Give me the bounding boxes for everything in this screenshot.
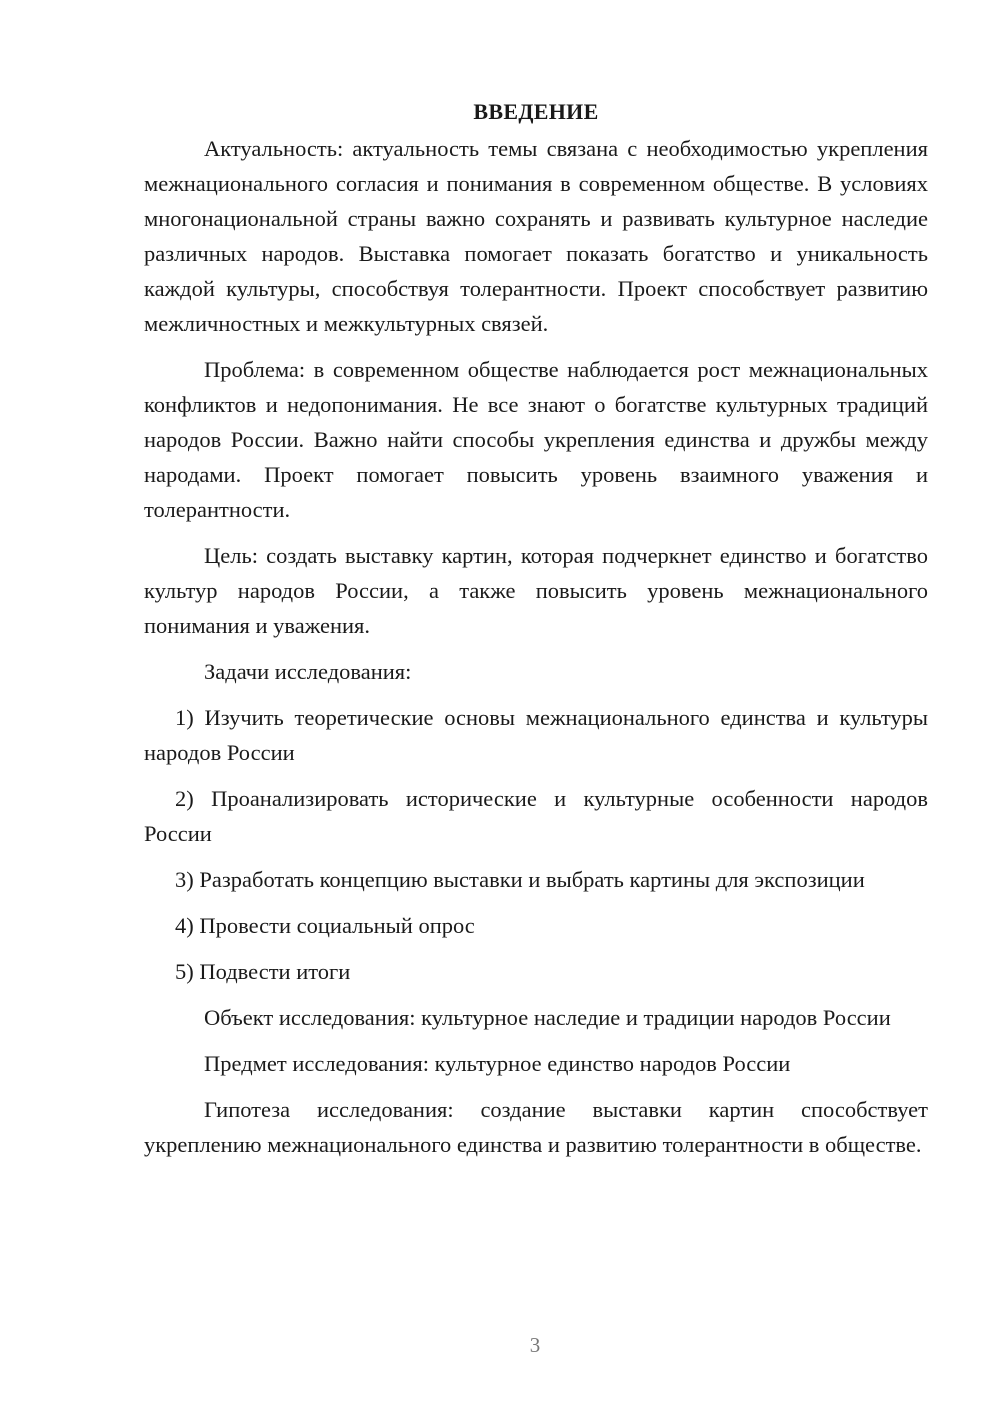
subject-paragraph: Предмет исследования: культурное единство народов России [204, 1051, 791, 1076]
relevance-paragraph: Актуальность: актуальность темы связана с необходимостью укрепления межнационального согласия и понимания в современном обществе. В условиях многонациональной страны важно сохранять и развивать культурное наследие различных народов. Выставка помогает показать богатство и уникальность каждой культуры, способствуя толерантности. Проект способствует развитию межличностных и межкультурных связей. [144, 136, 928, 336]
page-content [144, 92, 928, 1173]
tasks-list [144, 700, 928, 989]
object-paragraph: Объект исследования: культурное наследие и традиции народов России [204, 1005, 891, 1030]
list-item: 1) Изучить теоретические основы межнационального единства и культуры народов России [144, 705, 928, 765]
page-number: 3 [529, 1333, 541, 1357]
problem-paragraph: Проблема: в современном обществе наблюдается рост межнациональных конфликтов и недопонимания. Не все знают о богатстве культурных традиций народов России. Важно найти способы укрепления единства и дружбы между народами. Проект помогает повысить уровень взаимного уважения и толерантности. [144, 357, 928, 522]
list-item: 2) Проанализировать исторические и культурные особенности народов России [144, 786, 928, 846]
section-heading: ВВЕДЕНИЕ [473, 99, 599, 124]
goal-paragraph: Цель: создать выставку картин, которая подчеркнет единство и богатство культур народов России, а также повысить уровень межнационального понимания и уважения. [144, 543, 928, 638]
list-item: 5) Подвести итоги [175, 959, 351, 984]
tasks-intro: Задачи исследования: [204, 659, 412, 684]
list-item: 4) Провести социальный опрос [175, 913, 475, 938]
hypothesis-paragraph: Гипотеза исследования: создание выставки картин способствует укреплению межнационального единства и развитию толерантности в обществе. [144, 1097, 928, 1157]
list-item: 3) Разработать концепцию выставки и выбрать картины для экспозиции [175, 867, 865, 892]
